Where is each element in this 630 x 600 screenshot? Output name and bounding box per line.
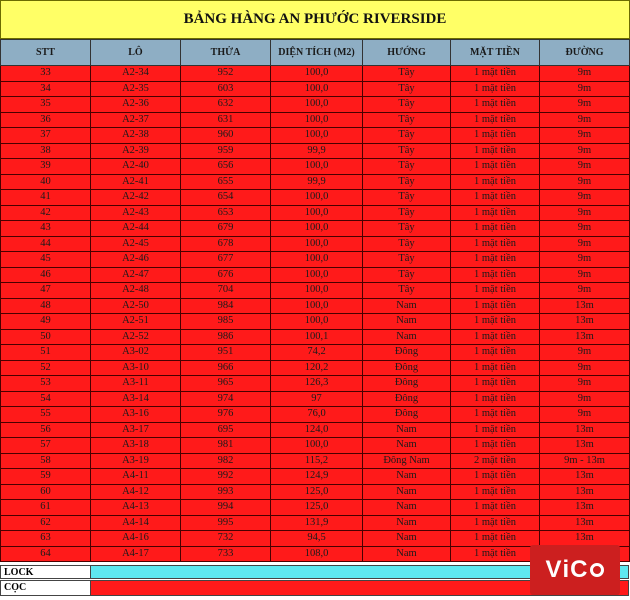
- table-row[interactable]: [1, 205, 630, 221]
- frontage-cell[interactable]: 2 mặt tiền: [451, 453, 540, 469]
- parcel-cell[interactable]: 631: [181, 112, 271, 128]
- road-cell[interactable]: 9m: [540, 376, 630, 392]
- lot-cell[interactable]: A4-11: [91, 469, 181, 485]
- column-header-lot[interactable]: LÔ: [91, 40, 181, 66]
- stt-cell[interactable]: 34: [1, 81, 91, 97]
- stt-cell[interactable]: 64: [1, 546, 91, 562]
- parcel-cell[interactable]: 733: [181, 546, 271, 562]
- lot-cell[interactable]: A2-45: [91, 236, 181, 252]
- stt-cell[interactable]: 61: [1, 500, 91, 516]
- parcel-cell[interactable]: 960: [181, 128, 271, 144]
- inventory-table: [0, 39, 630, 562]
- frontage-cell[interactable]: 1 mặt tiền: [451, 97, 540, 113]
- frontage-cell[interactable]: 1 mặt tiền: [451, 174, 540, 190]
- column-header-direction[interactable]: HƯỚNG: [363, 40, 451, 66]
- lot-cell[interactable]: A2-44: [91, 221, 181, 237]
- stt-cell[interactable]: 36: [1, 112, 91, 128]
- table-row[interactable]: [1, 469, 630, 485]
- lot-cell[interactable]: A4-12: [91, 484, 181, 500]
- road-cell[interactable]: 9m: [540, 236, 630, 252]
- table-row[interactable]: [1, 112, 630, 128]
- parcel-cell[interactable]: 603: [181, 81, 271, 97]
- parcel-cell[interactable]: 678: [181, 236, 271, 252]
- direction-cell[interactable]: Nam: [363, 314, 451, 330]
- frontage-cell[interactable]: 1 mặt tiền: [451, 159, 540, 175]
- frontage-cell[interactable]: 1 mặt tiền: [451, 66, 540, 82]
- road-cell[interactable]: 9m: [540, 407, 630, 423]
- area-cell[interactable]: 74,2: [271, 345, 363, 361]
- stt-cell[interactable]: 48: [1, 298, 91, 314]
- road-cell[interactable]: 9m: [540, 159, 630, 175]
- table-row[interactable]: [1, 159, 630, 175]
- direction-cell[interactable]: Đông: [363, 391, 451, 407]
- parcel-cell[interactable]: 676: [181, 267, 271, 283]
- stt-cell[interactable]: 59: [1, 469, 91, 485]
- logo-letter-c: C: [570, 556, 589, 583]
- table-row[interactable]: [1, 484, 630, 500]
- parcel-cell[interactable]: 732: [181, 531, 271, 547]
- stt-cell[interactable]: 51: [1, 345, 91, 361]
- lot-cell[interactable]: A2-39: [91, 143, 181, 159]
- deposit-label[interactable]: CỌC: [1, 581, 91, 595]
- frontage-cell[interactable]: 1 mặt tiền: [451, 345, 540, 361]
- frontage-cell[interactable]: 1 mặt tiền: [451, 484, 540, 500]
- stt-cell[interactable]: 57: [1, 438, 91, 454]
- frontage-cell[interactable]: 1 mặt tiền: [451, 298, 540, 314]
- road-cell[interactable]: 9m: [540, 267, 630, 283]
- stt-cell[interactable]: 47: [1, 283, 91, 299]
- stt-cell[interactable]: 39: [1, 159, 91, 175]
- lot-cell[interactable]: A2-43: [91, 205, 181, 221]
- parcel-cell[interactable]: 654: [181, 190, 271, 206]
- frontage-cell[interactable]: 1 mặt tiền: [451, 360, 540, 376]
- table-row[interactable]: [1, 391, 630, 407]
- lot-cell[interactable]: A3-16: [91, 407, 181, 423]
- table-row[interactable]: [1, 298, 630, 314]
- road-cell[interactable]: 9m: [540, 97, 630, 113]
- direction-cell[interactable]: Đông: [363, 345, 451, 361]
- direction-cell[interactable]: Nam: [363, 469, 451, 485]
- direction-cell[interactable]: Tây: [363, 267, 451, 283]
- road-cell[interactable]: 13m: [540, 531, 630, 547]
- direction-cell[interactable]: Nam: [363, 531, 451, 547]
- vico-logo: [530, 545, 620, 595]
- direction-cell[interactable]: Tây: [363, 66, 451, 82]
- direction-cell[interactable]: Nam: [363, 298, 451, 314]
- stt-cell[interactable]: 45: [1, 252, 91, 268]
- lot-cell[interactable]: A3-18: [91, 438, 181, 454]
- road-cell[interactable]: 13m: [540, 515, 630, 531]
- parcel-cell[interactable]: 986: [181, 329, 271, 345]
- direction-cell[interactable]: Tây: [363, 174, 451, 190]
- area-cell[interactable]: 76,0: [271, 407, 363, 423]
- road-cell[interactable]: 13m: [540, 500, 630, 516]
- direction-cell[interactable]: Nam: [363, 422, 451, 438]
- area-cell[interactable]: 100,0: [271, 81, 363, 97]
- table-row[interactable]: [1, 422, 630, 438]
- table-row[interactable]: [1, 252, 630, 268]
- parcel-cell[interactable]: 632: [181, 97, 271, 113]
- road-cell[interactable]: 13m: [540, 329, 630, 345]
- road-cell[interactable]: 13m: [540, 438, 630, 454]
- table-row[interactable]: [1, 329, 630, 345]
- column-header-road[interactable]: ĐƯỜNG: [540, 40, 630, 66]
- area-cell[interactable]: 100,0: [271, 314, 363, 330]
- parcel-cell[interactable]: 695: [181, 422, 271, 438]
- parcel-cell[interactable]: 679: [181, 221, 271, 237]
- road-cell[interactable]: 9m: [540, 66, 630, 82]
- column-header-stt[interactable]: STT: [1, 40, 91, 66]
- parcel-cell[interactable]: 677: [181, 252, 271, 268]
- area-cell[interactable]: 100,0: [271, 252, 363, 268]
- logo-o-ring-icon: [590, 563, 604, 577]
- area-cell[interactable]: 100,0: [271, 190, 363, 206]
- area-cell[interactable]: 94,5: [271, 531, 363, 547]
- lot-cell[interactable]: A2-50: [91, 298, 181, 314]
- column-header-frontage[interactable]: MẶT TIỀN: [451, 40, 540, 66]
- stt-cell[interactable]: 56: [1, 422, 91, 438]
- road-cell[interactable]: 9m: [540, 81, 630, 97]
- table-row[interactable]: [1, 221, 630, 237]
- area-cell[interactable]: 100,0: [271, 221, 363, 237]
- area-cell[interactable]: 124,9: [271, 469, 363, 485]
- parcel-cell[interactable]: 981: [181, 438, 271, 454]
- table-row[interactable]: [1, 236, 630, 252]
- area-cell[interactable]: 131,9: [271, 515, 363, 531]
- road-cell[interactable]: 9m: [540, 128, 630, 144]
- table-row[interactable]: [1, 283, 630, 299]
- frontage-cell[interactable]: 1 mặt tiền: [451, 500, 540, 516]
- column-header-area[interactable]: DIỆN TÍCH (M2): [271, 40, 363, 66]
- parcel-cell[interactable]: 655: [181, 174, 271, 190]
- direction-cell[interactable]: Tây: [363, 159, 451, 175]
- direction-cell[interactable]: Tây: [363, 236, 451, 252]
- direction-cell[interactable]: Tây: [363, 112, 451, 128]
- table-row[interactable]: [1, 190, 630, 206]
- stt-cell[interactable]: 49: [1, 314, 91, 330]
- road-cell[interactable]: 9m: [540, 221, 630, 237]
- lot-cell[interactable]: A3-11: [91, 376, 181, 392]
- area-cell[interactable]: 99,9: [271, 143, 363, 159]
- area-cell[interactable]: 97: [271, 391, 363, 407]
- direction-cell[interactable]: Tây: [363, 97, 451, 113]
- stt-cell[interactable]: 60: [1, 484, 91, 500]
- logo-letter-v: V: [545, 556, 563, 583]
- table-row[interactable]: [1, 531, 630, 547]
- direction-cell[interactable]: Nam: [363, 515, 451, 531]
- table-row[interactable]: [1, 500, 630, 516]
- parcel-cell[interactable]: 974: [181, 391, 271, 407]
- area-cell[interactable]: 100,0: [271, 438, 363, 454]
- road-cell[interactable]: 9m - 13m: [540, 453, 630, 469]
- parcel-cell[interactable]: 965: [181, 376, 271, 392]
- lot-cell[interactable]: A2-47: [91, 267, 181, 283]
- area-cell[interactable]: 100,0: [271, 128, 363, 144]
- direction-cell[interactable]: Nam: [363, 438, 451, 454]
- road-cell[interactable]: 9m: [540, 205, 630, 221]
- road-cell[interactable]: 9m: [540, 143, 630, 159]
- frontage-cell[interactable]: 1 mặt tiền: [451, 314, 540, 330]
- road-cell[interactable]: 9m: [540, 391, 630, 407]
- area-cell[interactable]: 100,0: [271, 159, 363, 175]
- table-row[interactable]: [1, 515, 630, 531]
- parcel-cell[interactable]: 959: [181, 143, 271, 159]
- stt-cell[interactable]: 37: [1, 128, 91, 144]
- road-cell[interactable]: 13m: [540, 298, 630, 314]
- table-row[interactable]: [1, 97, 630, 113]
- area-cell[interactable]: 100,0: [271, 97, 363, 113]
- stt-cell[interactable]: 42: [1, 205, 91, 221]
- table-row[interactable]: [1, 376, 630, 392]
- stt-cell[interactable]: 55: [1, 407, 91, 423]
- lot-cell[interactable]: A2-46: [91, 252, 181, 268]
- direction-cell[interactable]: Nam: [363, 500, 451, 516]
- frontage-cell[interactable]: 1 mặt tiền: [451, 391, 540, 407]
- direction-cell[interactable]: Nam: [363, 329, 451, 345]
- lot-cell[interactable]: A2-35: [91, 81, 181, 97]
- frontage-cell[interactable]: 1 mặt tiền: [451, 376, 540, 392]
- direction-cell[interactable]: Nam: [363, 546, 451, 562]
- lock-label[interactable]: LOCK: [1, 566, 91, 578]
- direction-cell[interactable]: Tây: [363, 252, 451, 268]
- table-row[interactable]: [1, 174, 630, 190]
- parcel-cell[interactable]: 994: [181, 500, 271, 516]
- frontage-cell[interactable]: 1 mặt tiền: [451, 283, 540, 299]
- lot-cell[interactable]: A4-17: [91, 546, 181, 562]
- table-row[interactable]: [1, 360, 630, 376]
- area-cell[interactable]: 100,0: [271, 66, 363, 82]
- direction-cell[interactable]: Đông: [363, 376, 451, 392]
- stt-cell[interactable]: 44: [1, 236, 91, 252]
- area-cell[interactable]: 100,0: [271, 205, 363, 221]
- area-cell[interactable]: 99,9: [271, 174, 363, 190]
- frontage-cell[interactable]: 1 mặt tiền: [451, 546, 540, 562]
- area-cell[interactable]: 100,1: [271, 329, 363, 345]
- road-cell[interactable]: 9m: [540, 174, 630, 190]
- road-cell[interactable]: 9m: [540, 283, 630, 299]
- road-cell[interactable]: 13m: [540, 422, 630, 438]
- frontage-cell[interactable]: 1 mặt tiền: [451, 469, 540, 485]
- parcel-cell[interactable]: 992: [181, 469, 271, 485]
- road-cell[interactable]: 9m: [540, 190, 630, 206]
- lot-cell[interactable]: A3-17: [91, 422, 181, 438]
- frontage-cell[interactable]: 1 mặt tiền: [451, 236, 540, 252]
- frontage-cell[interactable]: 1 mặt tiền: [451, 252, 540, 268]
- frontage-cell[interactable]: 1 mặt tiền: [451, 81, 540, 97]
- table-row[interactable]: [1, 143, 630, 159]
- parcel-cell[interactable]: 993: [181, 484, 271, 500]
- stt-cell[interactable]: 38: [1, 143, 91, 159]
- parcel-cell[interactable]: 984: [181, 298, 271, 314]
- stt-cell[interactable]: 54: [1, 391, 91, 407]
- column-header-parcel[interactable]: THỬA: [181, 40, 271, 66]
- table-body: [1, 66, 630, 562]
- table-row[interactable]: [1, 81, 630, 97]
- stt-cell[interactable]: 43: [1, 221, 91, 237]
- direction-cell[interactable]: Tây: [363, 128, 451, 144]
- table-row[interactable]: [1, 407, 630, 423]
- direction-cell[interactable]: Tây: [363, 205, 451, 221]
- stt-cell[interactable]: 53: [1, 376, 91, 392]
- parcel-cell[interactable]: 995: [181, 515, 271, 531]
- road-cell[interactable]: 13m: [540, 484, 630, 500]
- table-row[interactable]: [1, 345, 630, 361]
- direction-cell[interactable]: Tây: [363, 283, 451, 299]
- lot-cell[interactable]: A4-16: [91, 531, 181, 547]
- area-cell[interactable]: 100,0: [271, 236, 363, 252]
- table-row[interactable]: [1, 128, 630, 144]
- lot-cell[interactable]: A2-51: [91, 314, 181, 330]
- direction-cell[interactable]: Tây: [363, 190, 451, 206]
- frontage-cell[interactable]: 1 mặt tiền: [451, 143, 540, 159]
- area-cell[interactable]: 115,2: [271, 453, 363, 469]
- lot-cell[interactable]: A4-14: [91, 515, 181, 531]
- lot-cell[interactable]: A2-41: [91, 174, 181, 190]
- frontage-cell[interactable]: 1 mặt tiền: [451, 422, 540, 438]
- area-cell[interactable]: 125,0: [271, 500, 363, 516]
- table-row[interactable]: [1, 438, 630, 454]
- lot-cell[interactable]: A3-10: [91, 360, 181, 376]
- area-cell[interactable]: 125,0: [271, 484, 363, 500]
- area-cell[interactable]: 100,0: [271, 298, 363, 314]
- frontage-cell[interactable]: 1 mặt tiền: [451, 267, 540, 283]
- stt-cell[interactable]: 62: [1, 515, 91, 531]
- road-cell[interactable]: 9m: [540, 112, 630, 128]
- parcel-cell[interactable]: 966: [181, 360, 271, 376]
- parcel-cell[interactable]: 656: [181, 159, 271, 175]
- direction-cell[interactable]: Tây: [363, 81, 451, 97]
- road-cell[interactable]: 9m: [540, 345, 630, 361]
- road-cell[interactable]: 13m: [540, 314, 630, 330]
- direction-cell[interactable]: Đông: [363, 407, 451, 423]
- table-row[interactable]: [1, 453, 630, 469]
- parcel-cell[interactable]: 653: [181, 205, 271, 221]
- lot-cell[interactable]: A2-37: [91, 112, 181, 128]
- parcel-cell[interactable]: 951: [181, 345, 271, 361]
- logo-letter-i: i: [562, 556, 571, 583]
- stt-cell[interactable]: 33: [1, 66, 91, 82]
- frontage-cell[interactable]: 1 mặt tiền: [451, 407, 540, 423]
- lot-cell[interactable]: A4-13: [91, 500, 181, 516]
- direction-cell[interactable]: Tây: [363, 221, 451, 237]
- direction-cell[interactable]: Tây: [363, 143, 451, 159]
- frontage-cell[interactable]: 1 mặt tiền: [451, 221, 540, 237]
- road-cell[interactable]: 13m: [540, 469, 630, 485]
- parcel-cell[interactable]: 704: [181, 283, 271, 299]
- stt-cell[interactable]: 40: [1, 174, 91, 190]
- area-cell[interactable]: 124,0: [271, 422, 363, 438]
- table-row[interactable]: [1, 314, 630, 330]
- lot-cell[interactable]: A2-36: [91, 97, 181, 113]
- parcel-cell[interactable]: 985: [181, 314, 271, 330]
- area-cell[interactable]: 126,3: [271, 376, 363, 392]
- stt-cell[interactable]: 58: [1, 453, 91, 469]
- stt-cell[interactable]: 52: [1, 360, 91, 376]
- parcel-cell[interactable]: 952: [181, 66, 271, 82]
- table-row[interactable]: [1, 66, 630, 82]
- lot-cell[interactable]: A2-38: [91, 128, 181, 144]
- table-row[interactable]: [1, 267, 630, 283]
- stt-cell[interactable]: 46: [1, 267, 91, 283]
- frontage-cell[interactable]: 1 mặt tiền: [451, 438, 540, 454]
- frontage-cell[interactable]: 1 mặt tiền: [451, 205, 540, 221]
- frontage-cell[interactable]: 1 mặt tiền: [451, 515, 540, 531]
- stt-cell[interactable]: 63: [1, 531, 91, 547]
- lot-cell[interactable]: A3-14: [91, 391, 181, 407]
- lot-cell[interactable]: A3-02: [91, 345, 181, 361]
- lot-cell[interactable]: A2-52: [91, 329, 181, 345]
- area-cell[interactable]: 120,2: [271, 360, 363, 376]
- frontage-cell[interactable]: 1 mặt tiền: [451, 190, 540, 206]
- road-cell[interactable]: 9m: [540, 360, 630, 376]
- direction-cell[interactable]: Đông Nam: [363, 453, 451, 469]
- lot-cell[interactable]: A3-19: [91, 453, 181, 469]
- stt-cell[interactable]: 41: [1, 190, 91, 206]
- direction-cell[interactable]: Đông: [363, 360, 451, 376]
- frontage-cell[interactable]: 1 mặt tiền: [451, 531, 540, 547]
- parcel-cell[interactable]: 976: [181, 407, 271, 423]
- sheet-title: BẢNG HÀNG AN PHƯỚC RIVERSIDE: [0, 0, 630, 39]
- road-cell[interactable]: 9m: [540, 252, 630, 268]
- lot-cell[interactable]: A2-42: [91, 190, 181, 206]
- lot-cell[interactable]: A2-40: [91, 159, 181, 175]
- lot-cell[interactable]: A2-48: [91, 283, 181, 299]
- stt-cell[interactable]: 35: [1, 97, 91, 113]
- area-cell[interactable]: 100,0: [271, 267, 363, 283]
- direction-cell[interactable]: Nam: [363, 484, 451, 500]
- lot-cell[interactable]: A2-34: [91, 66, 181, 82]
- parcel-cell[interactable]: 982: [181, 453, 271, 469]
- area-cell[interactable]: 100,0: [271, 112, 363, 128]
- frontage-cell[interactable]: 1 mặt tiền: [451, 112, 540, 128]
- stt-cell[interactable]: 50: [1, 329, 91, 345]
- frontage-cell[interactable]: 1 mặt tiền: [451, 329, 540, 345]
- frontage-cell[interactable]: 1 mặt tiền: [451, 128, 540, 144]
- area-cell[interactable]: 100,0: [271, 283, 363, 299]
- header-row: [1, 40, 630, 66]
- area-cell[interactable]: 108,0: [271, 546, 363, 562]
